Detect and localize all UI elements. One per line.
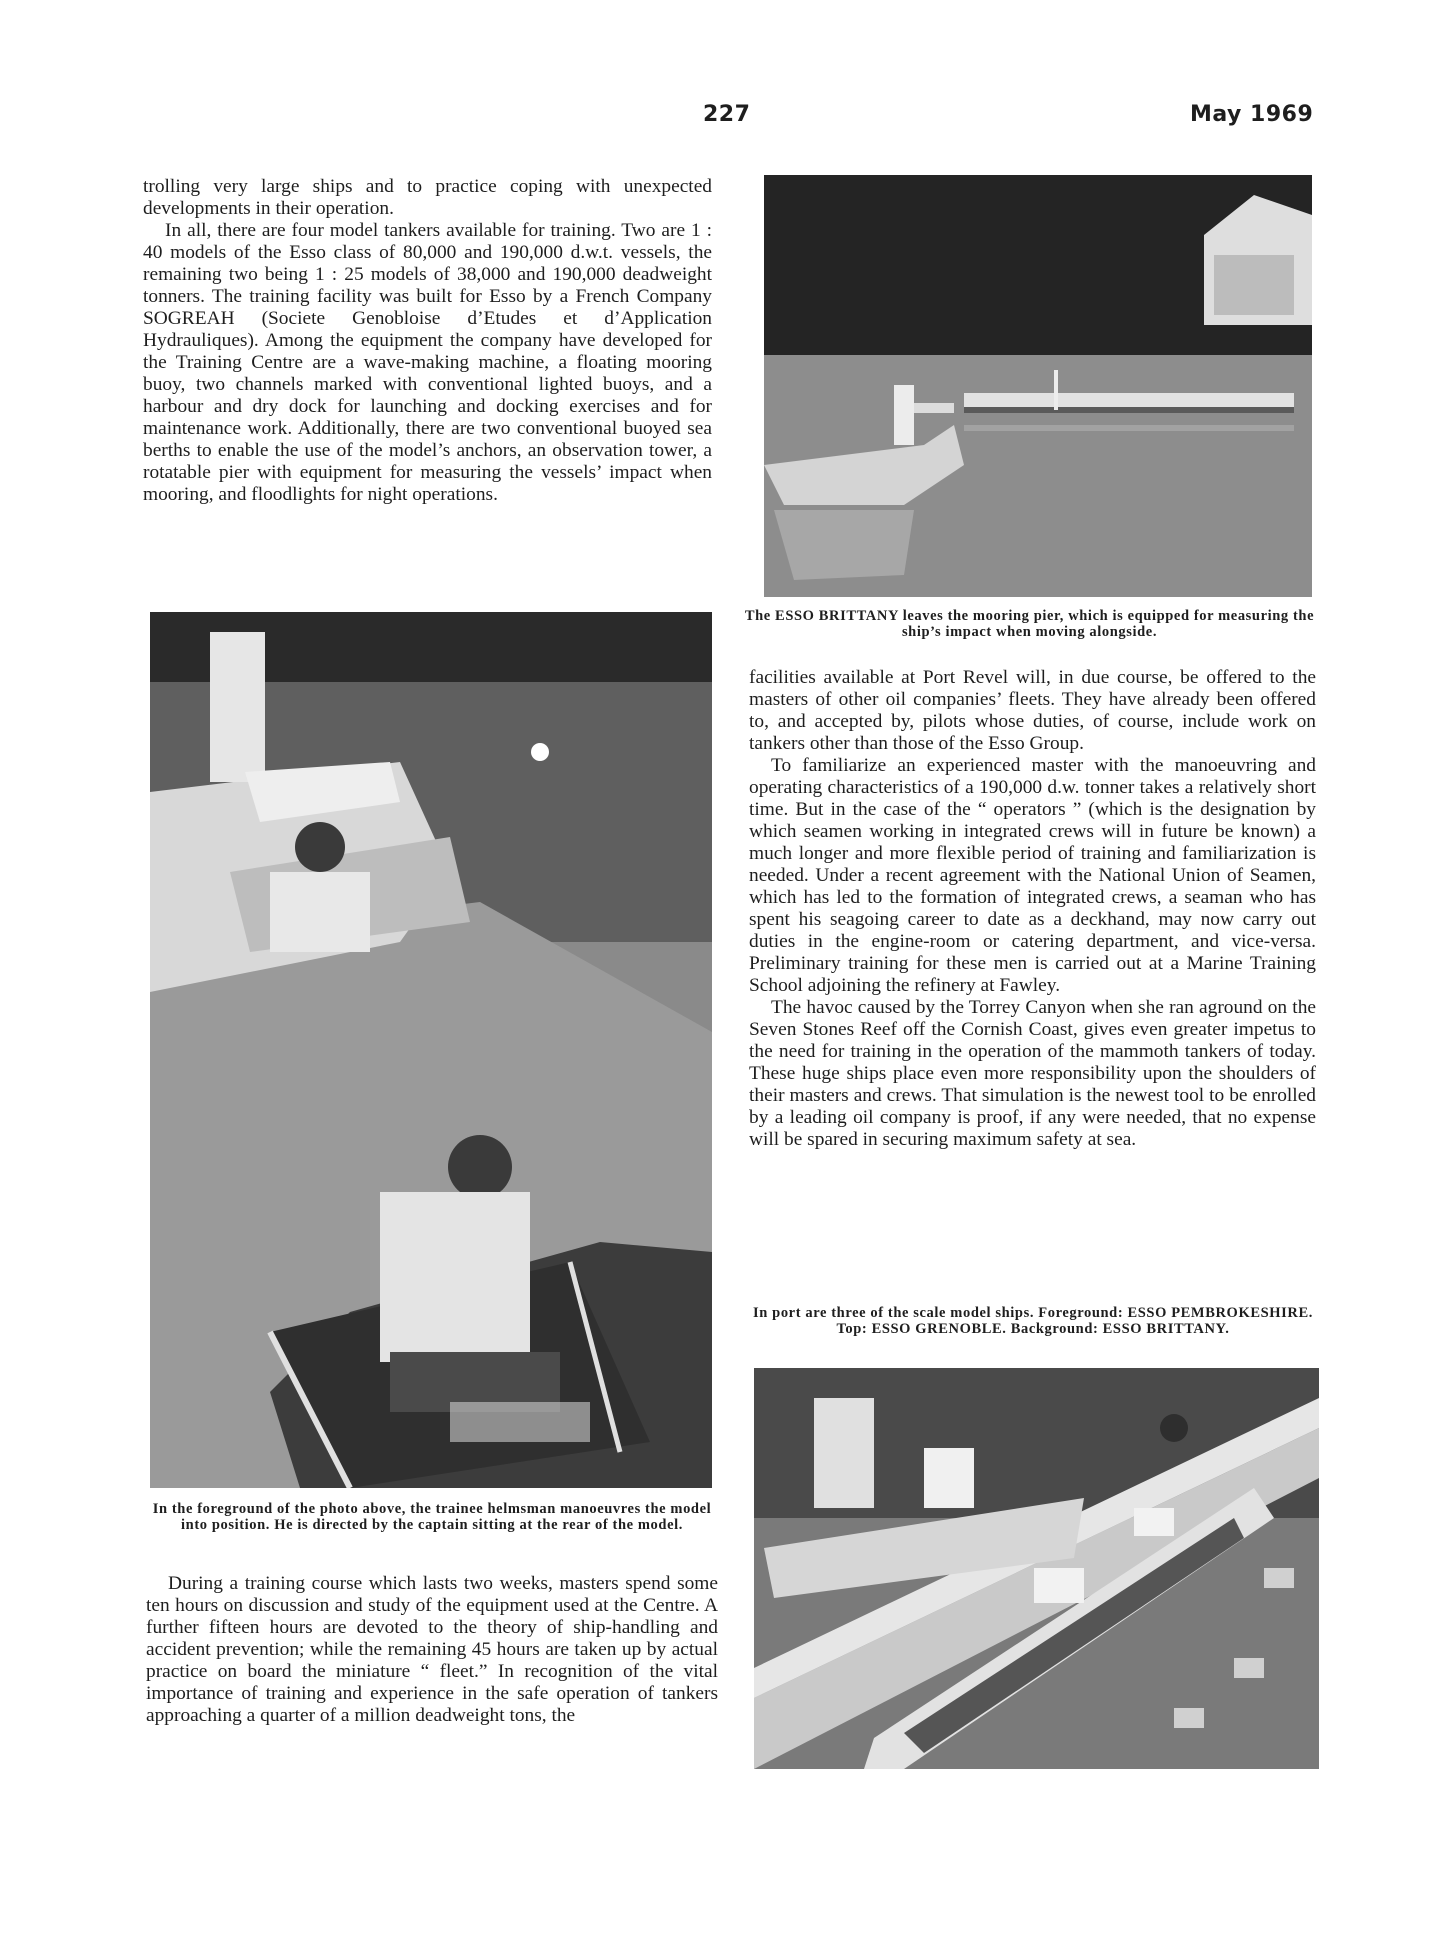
right-text [749, 667, 1316, 1151]
photo-esso-brittany [764, 175, 1312, 597]
paragraph: trolling very large ships and to practice coping with unexpected developments in their operation. [143, 176, 712, 219]
page-number: 227 [703, 102, 751, 127]
paragraph: During a training course which lasts two weeks, masters spend some ten hours on discussion and study of the equipment used at the Centre. A further fifteen hours are devoted to the theory of ship-handling and accident prevention; while the remaining 45 hours are taken up by actual practice on board the miniature “ fleet.” In recognition of the vital importance of training and experience in the safe operation of tankers approaching a quarter of a million deadweight tons, the [146, 1573, 718, 1726]
caption-text: In port are three of the scale model ships. Foreground: ESSO PEMBROKESHIRE. Top: ESSO GRENOBLE. Background: ESSO BRITTANY. [753, 1305, 1313, 1337]
caption-esso-brittany [743, 609, 1316, 640]
left-bottom-text [146, 1573, 718, 1727]
left-top-text [143, 176, 712, 506]
photo-trainee-helmsman [150, 612, 712, 1488]
paragraph: To familiarize an experienced master with the manoeuvring and operating characteristics of a 190,000 d.w. tonner takes a relatively short time. But in the case of the “ operators ” (which is the designation by which seamen working in integrated crews will in future be known) a much longer and more flexible period of training and familiarization is needed. Under a recent agreement with the National Union of Seamen, which has led to the formation of integrated crews, a seaman who has spent his seagoing career to date as a deckhand, may now carry out duties in the engine-room or catering department, and vice-versa. Preliminary training for these men is carried out at a Marine Training School adjoining the refinery at Fawley. [749, 755, 1316, 996]
paragraph: In all, there are four model tankers available for training. Two are 1 : 40 models of the Esso class of 80,000 and 190,000 d.w.t. vessels, the remaining two being 1 : 25 models of 38,000 and 190,000 deadweight tonners. The training facility was built for Esso by a French Company SOGREAH (Societe Genobloise d’Etudes et d’Application Hydrauliques). Among the equipment the company have developed for the Training Centre are a wave-making machine, a floating mooring buoy, two channels marked with conventional lighted buoys, and a harbour and dry dock for launching and docking exercises and for maintenance work. Additionally, there are two conventional buoyed sea berths to enable the use of the model’s anchors, an observation tower, a rotatable pier with equipment for measuring the vessels’ impact when mooring, and floodlights for night operations. [143, 220, 712, 505]
paragraph: The havoc caused by the Torrey Canyon when she ran aground on the Seven Stones Reef off the Cornish Coast, gives even greater impetus to the need for training in the operation of the mammoth tankers of today. These huge ships place even more responsibility upon the shoulders of their masters and crews. That simulation is the newest tool to be enrolled by a leading oil company is proof, if any were needed, that no expense will be spared in securing maximum safety at sea. [749, 997, 1316, 1150]
caption-text: In the foreground of the photo above, the trainee helmsman manoeuvres the model into position. He is directed by the captain sitting at the rear of the model. [152, 1501, 712, 1533]
photo-scale-model-ships [754, 1368, 1319, 1769]
paragraph: facilities available at Port Revel will, in due course, be offered to the masters of other oil companies’ fleets. They have already been offered to, and accepted by, pilots whose duties, of course, include work on tankers other than those of the Esso Group. [749, 667, 1316, 754]
caption-scale-model-ships [747, 1306, 1319, 1337]
caption-text: The ESSO BRITTANY leaves the mooring pier, which is equipped for measuring the ship’s impact when moving alongside. [744, 608, 1315, 640]
issue-date: May 1969 [1190, 102, 1314, 127]
caption-trainee-helmsman [148, 1502, 716, 1533]
